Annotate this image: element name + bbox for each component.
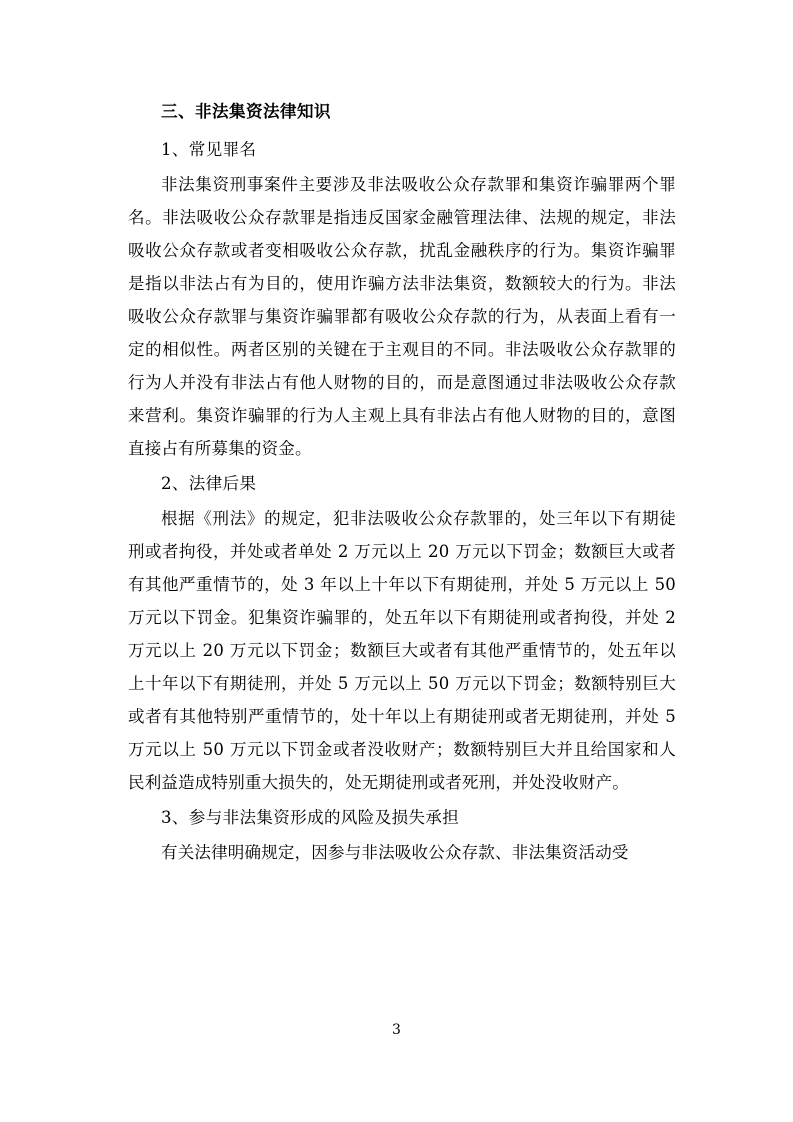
body-paragraph-2: 根据《刑法》的规定，犯非法吸收公众存款罪的，处三年以下有期徒刑或者拘役，并处或者单处 2 万元以上 20 万元以下罚金；数额巨大或者有其他严重情节的，处 3 年以上十年以下有期徒刑，并处 5 万元以上 50 万元以下罚金。犯集资诈骗罪的，处五年以下有期徒刑或者拘役，并处 2 万元以上 20 万元以下罚金；数额巨大或者有其他严重情节的，处五年以上十年以下有期徒刑，并处 5 万元以上 50 万元以下罚金；数额特别巨大或者有其他特别严重情节的，处十年以上有期徒刑或者无期徒刑，并处 5 万元以上 50 万元以下罚金或者没收财产；数额特别巨大并且给国家和人民利益造成特别重大损失的，处无期徒刑或者死刑，并处没收财产。: [128, 509, 676, 793]
section-heading: 三、非法集资法律知识: [161, 102, 331, 121]
subsection-heading-3: 3、参与非法集资形成的风险及损失承担: [161, 808, 460, 828]
body-paragraph-1: 非法集资刑事案件主要涉及非法吸收公众存款罪和集资诈骗罪两个罪名。非法吸收公众存款罪是指违反国家金融管理法律、法规的规定，非法吸收公众存款或者变相吸收公众存款，扰乱金融秩序的行为。集资诈骗罪是指以非法占有为目的，使用诈骗方法非法集资，数额较大的行为。非法吸收公众存款罪与集资诈骗罪都有吸收公众存款的行为，从表面上看有一定的相似性。两者区别的关键在于主观目的不同。非法吸收公众存款罪的行为人并没有非法占有他人财物的目的，而是意图通过非法吸收公众存款来营利。集资诈骗罪的行为人主观上具有非法占有他人财物的目的，意图直接占有所募集的资金。: [128, 175, 676, 459]
subsection-heading-2: 2、法律后果: [161, 474, 257, 494]
page-number: 3: [392, 1022, 401, 1038]
page-content: [128, 96, 676, 871]
body-paragraph-3: 有关法律明确规定，因参与非法吸收公众存款、非法集资活动受: [161, 843, 629, 863]
subsection-heading-1: 1、常见罪名: [161, 140, 257, 160]
